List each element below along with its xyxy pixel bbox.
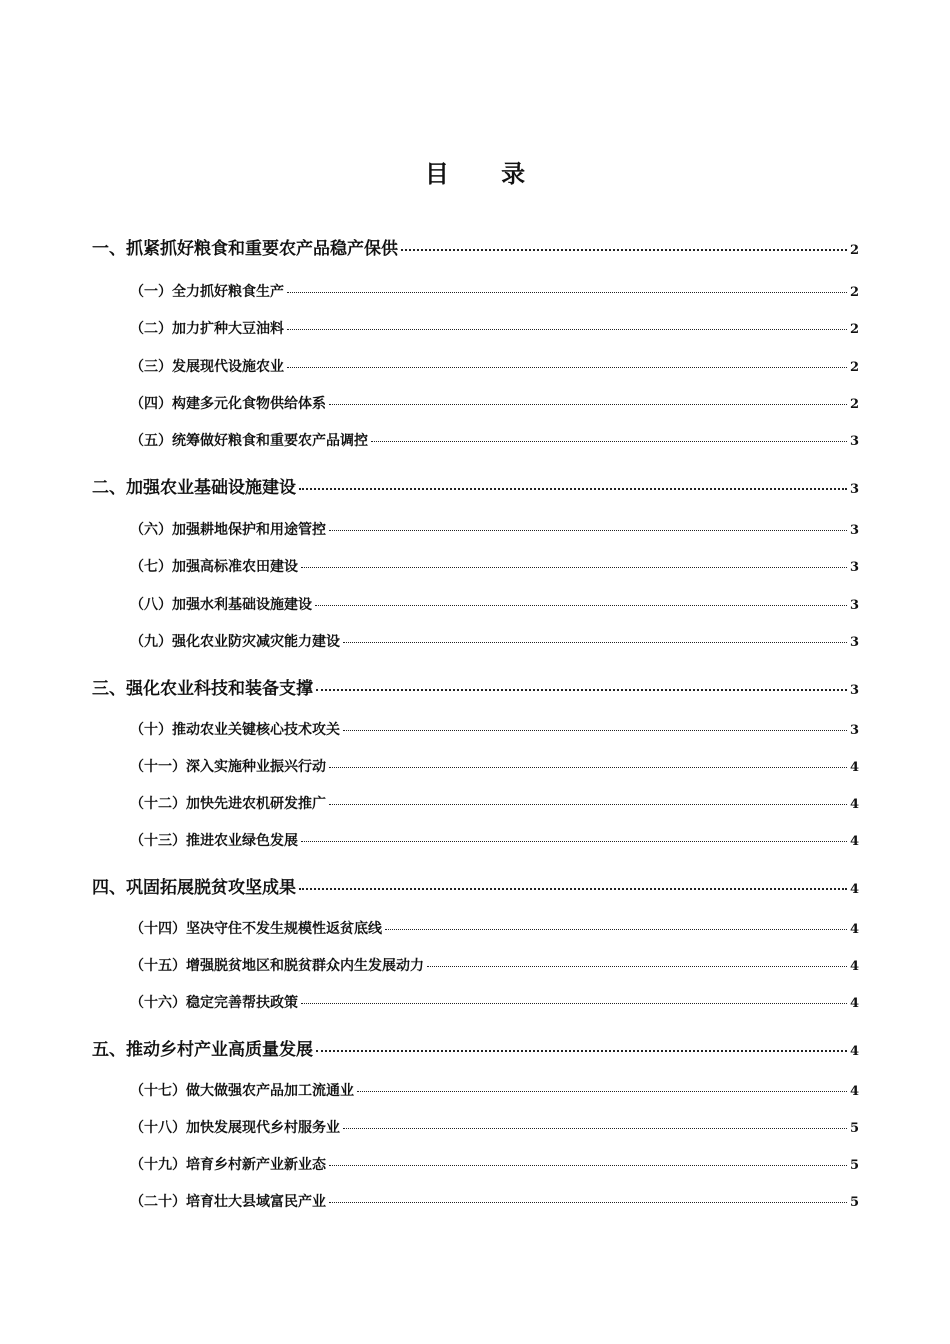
toc-page-number: 2 <box>849 285 859 300</box>
toc-dot-leader <box>329 767 847 768</box>
toc-dot-leader <box>371 441 847 442</box>
toc-entry-label: 一、抓紧抓好粮食和重要农产品稳产保供 <box>92 239 398 259</box>
toc-page-number: 4 <box>849 959 859 974</box>
toc-subsection-14[interactable] <box>130 918 859 938</box>
toc-page-number: 4 <box>849 760 859 775</box>
toc-entry-label: （十五）增强脱贫地区和脱贫群众内生发展动力 <box>130 958 424 974</box>
toc-dot-leader <box>301 567 847 568</box>
toc-dot-leader <box>299 888 847 890</box>
toc-entry-label: （一）全力抓好粮食生产 <box>130 284 284 300</box>
toc-dot-leader <box>329 804 847 805</box>
toc-subsection-18[interactable] <box>130 1117 859 1137</box>
toc-section-5[interactable] <box>92 1035 859 1060</box>
toc-page-number: 2 <box>849 360 859 375</box>
toc-page-number: 4 <box>849 1044 859 1059</box>
toc-dot-leader <box>299 488 847 490</box>
toc-page-number: 3 <box>849 560 859 575</box>
toc-subsection-19[interactable] <box>130 1154 859 1174</box>
toc-subsection-1[interactable] <box>130 281 859 301</box>
toc-entry-label: （四）构建多元化食物供给体系 <box>130 396 326 412</box>
toc-page-number: 3 <box>849 635 859 650</box>
toc-entry-label: （九）强化农业防灾减灾能力建设 <box>130 634 340 650</box>
toc-page-number: 5 <box>849 1121 859 1136</box>
toc-entry-label: （六）加强耕地保护和用途管控 <box>130 522 326 538</box>
toc-dot-leader <box>315 605 847 606</box>
toc-page-number: 3 <box>849 723 859 738</box>
toc-dot-leader <box>287 292 847 293</box>
toc-entry-label: （十）推动农业关键核心技术攻关 <box>130 722 340 738</box>
toc-entry-label: （十一）深入实施种业振兴行动 <box>130 759 326 775</box>
toc-entry-label: （十七）做大做强农产品加工流通业 <box>130 1083 354 1099</box>
toc-entry-label: （十二）加快先进农机研发推广 <box>130 796 326 812</box>
toc-entry-label: 五、推动乡村产业高质量发展 <box>92 1040 313 1060</box>
toc-page-number: 4 <box>849 996 859 1011</box>
toc-dot-leader <box>427 966 847 967</box>
toc-dot-leader <box>329 404 847 405</box>
toc-page-number: 3 <box>849 434 859 449</box>
toc-entry-label: （二）加力扩种大豆油料 <box>130 321 284 337</box>
toc-dot-leader <box>316 689 847 691</box>
toc-subsection-12[interactable] <box>130 793 859 813</box>
toc-page-number: 2 <box>849 397 859 412</box>
toc-page-number: 4 <box>849 1084 859 1099</box>
toc-entry-label: 二、加强农业基础设施建设 <box>92 478 296 498</box>
toc-dot-leader <box>401 249 847 251</box>
toc-page-number: 3 <box>849 482 859 497</box>
toc-page-number: 4 <box>849 834 859 849</box>
toc-subsection-16[interactable] <box>130 992 859 1012</box>
toc-page-number: 5 <box>849 1195 859 1210</box>
toc-dot-leader <box>301 1003 847 1004</box>
toc-page-number: 5 <box>849 1158 859 1173</box>
toc-entry-label: （十四）坚决守住不发生规模性返贫底线 <box>130 921 382 937</box>
toc-dot-leader <box>329 1165 847 1166</box>
toc-subsection-15[interactable] <box>130 955 859 975</box>
toc-subsection-20[interactable] <box>130 1191 859 1211</box>
toc-entry-label: （十八）加快发展现代乡村服务业 <box>130 1120 340 1136</box>
toc-entry-label: 三、强化农业科技和装备支撑 <box>92 679 313 699</box>
page-title: 目 录 <box>424 159 548 188</box>
toc-page-number: 4 <box>849 797 859 812</box>
toc-page-number: 2 <box>849 243 859 258</box>
toc-section-1[interactable] <box>92 234 859 259</box>
toc-section-3[interactable] <box>92 674 859 699</box>
toc-dot-leader <box>301 841 847 842</box>
toc-entry-label: （二十）培育壮大县域富民产业 <box>130 1194 326 1210</box>
toc-entry-label: （五）统筹做好粮食和重要农产品调控 <box>130 433 368 449</box>
toc-section-2[interactable] <box>92 473 859 498</box>
toc-dot-leader <box>343 730 847 731</box>
toc-page-number: 3 <box>849 598 859 613</box>
toc-subsection-2[interactable] <box>130 318 859 338</box>
toc-dot-leader <box>343 642 847 643</box>
toc-dot-leader <box>329 530 847 531</box>
toc-subsection-4[interactable] <box>130 393 859 413</box>
toc-entry-label: （十九）培育乡村新产业新业态 <box>130 1157 326 1173</box>
toc-entry-label: 四、巩固拓展脱贫攻坚成果 <box>92 878 296 898</box>
toc-dot-leader <box>357 1091 847 1092</box>
toc-page-number: 3 <box>849 523 859 538</box>
toc-subsection-3[interactable] <box>130 356 859 376</box>
toc-entry-label: （十三）推进农业绿色发展 <box>130 833 298 849</box>
toc-subsection-17[interactable] <box>130 1080 859 1100</box>
toc-dot-leader <box>385 929 847 930</box>
toc-subsection-7[interactable] <box>130 556 859 576</box>
toc-subsection-11[interactable] <box>130 756 859 776</box>
toc-page-number: 2 <box>849 322 859 337</box>
toc-subsection-9[interactable] <box>130 631 859 651</box>
toc-subsection-13[interactable] <box>130 830 859 850</box>
toc-dot-leader <box>287 329 847 330</box>
toc-dot-leader <box>316 1050 847 1052</box>
toc-entry-label: （三）发展现代设施农业 <box>130 359 284 375</box>
toc-subsection-8[interactable] <box>130 594 859 614</box>
toc-dot-leader <box>329 1202 847 1203</box>
toc-section-4[interactable] <box>92 873 859 898</box>
toc-subsection-10[interactable] <box>130 719 859 739</box>
toc-entry-label: （十六）稳定完善帮扶政策 <box>130 995 298 1011</box>
toc-entry-label: （八）加强水利基础设施建设 <box>130 597 312 613</box>
toc-page-number: 3 <box>849 683 859 698</box>
toc-entry-label: （七）加强高标准农田建设 <box>130 559 298 575</box>
toc-dot-leader <box>287 367 847 368</box>
toc-subsection-6[interactable] <box>130 519 859 539</box>
toc-page-number: 4 <box>849 882 859 897</box>
toc-page-number: 4 <box>849 922 859 937</box>
toc-subsection-5[interactable] <box>130 430 859 450</box>
toc-dot-leader <box>343 1128 847 1129</box>
